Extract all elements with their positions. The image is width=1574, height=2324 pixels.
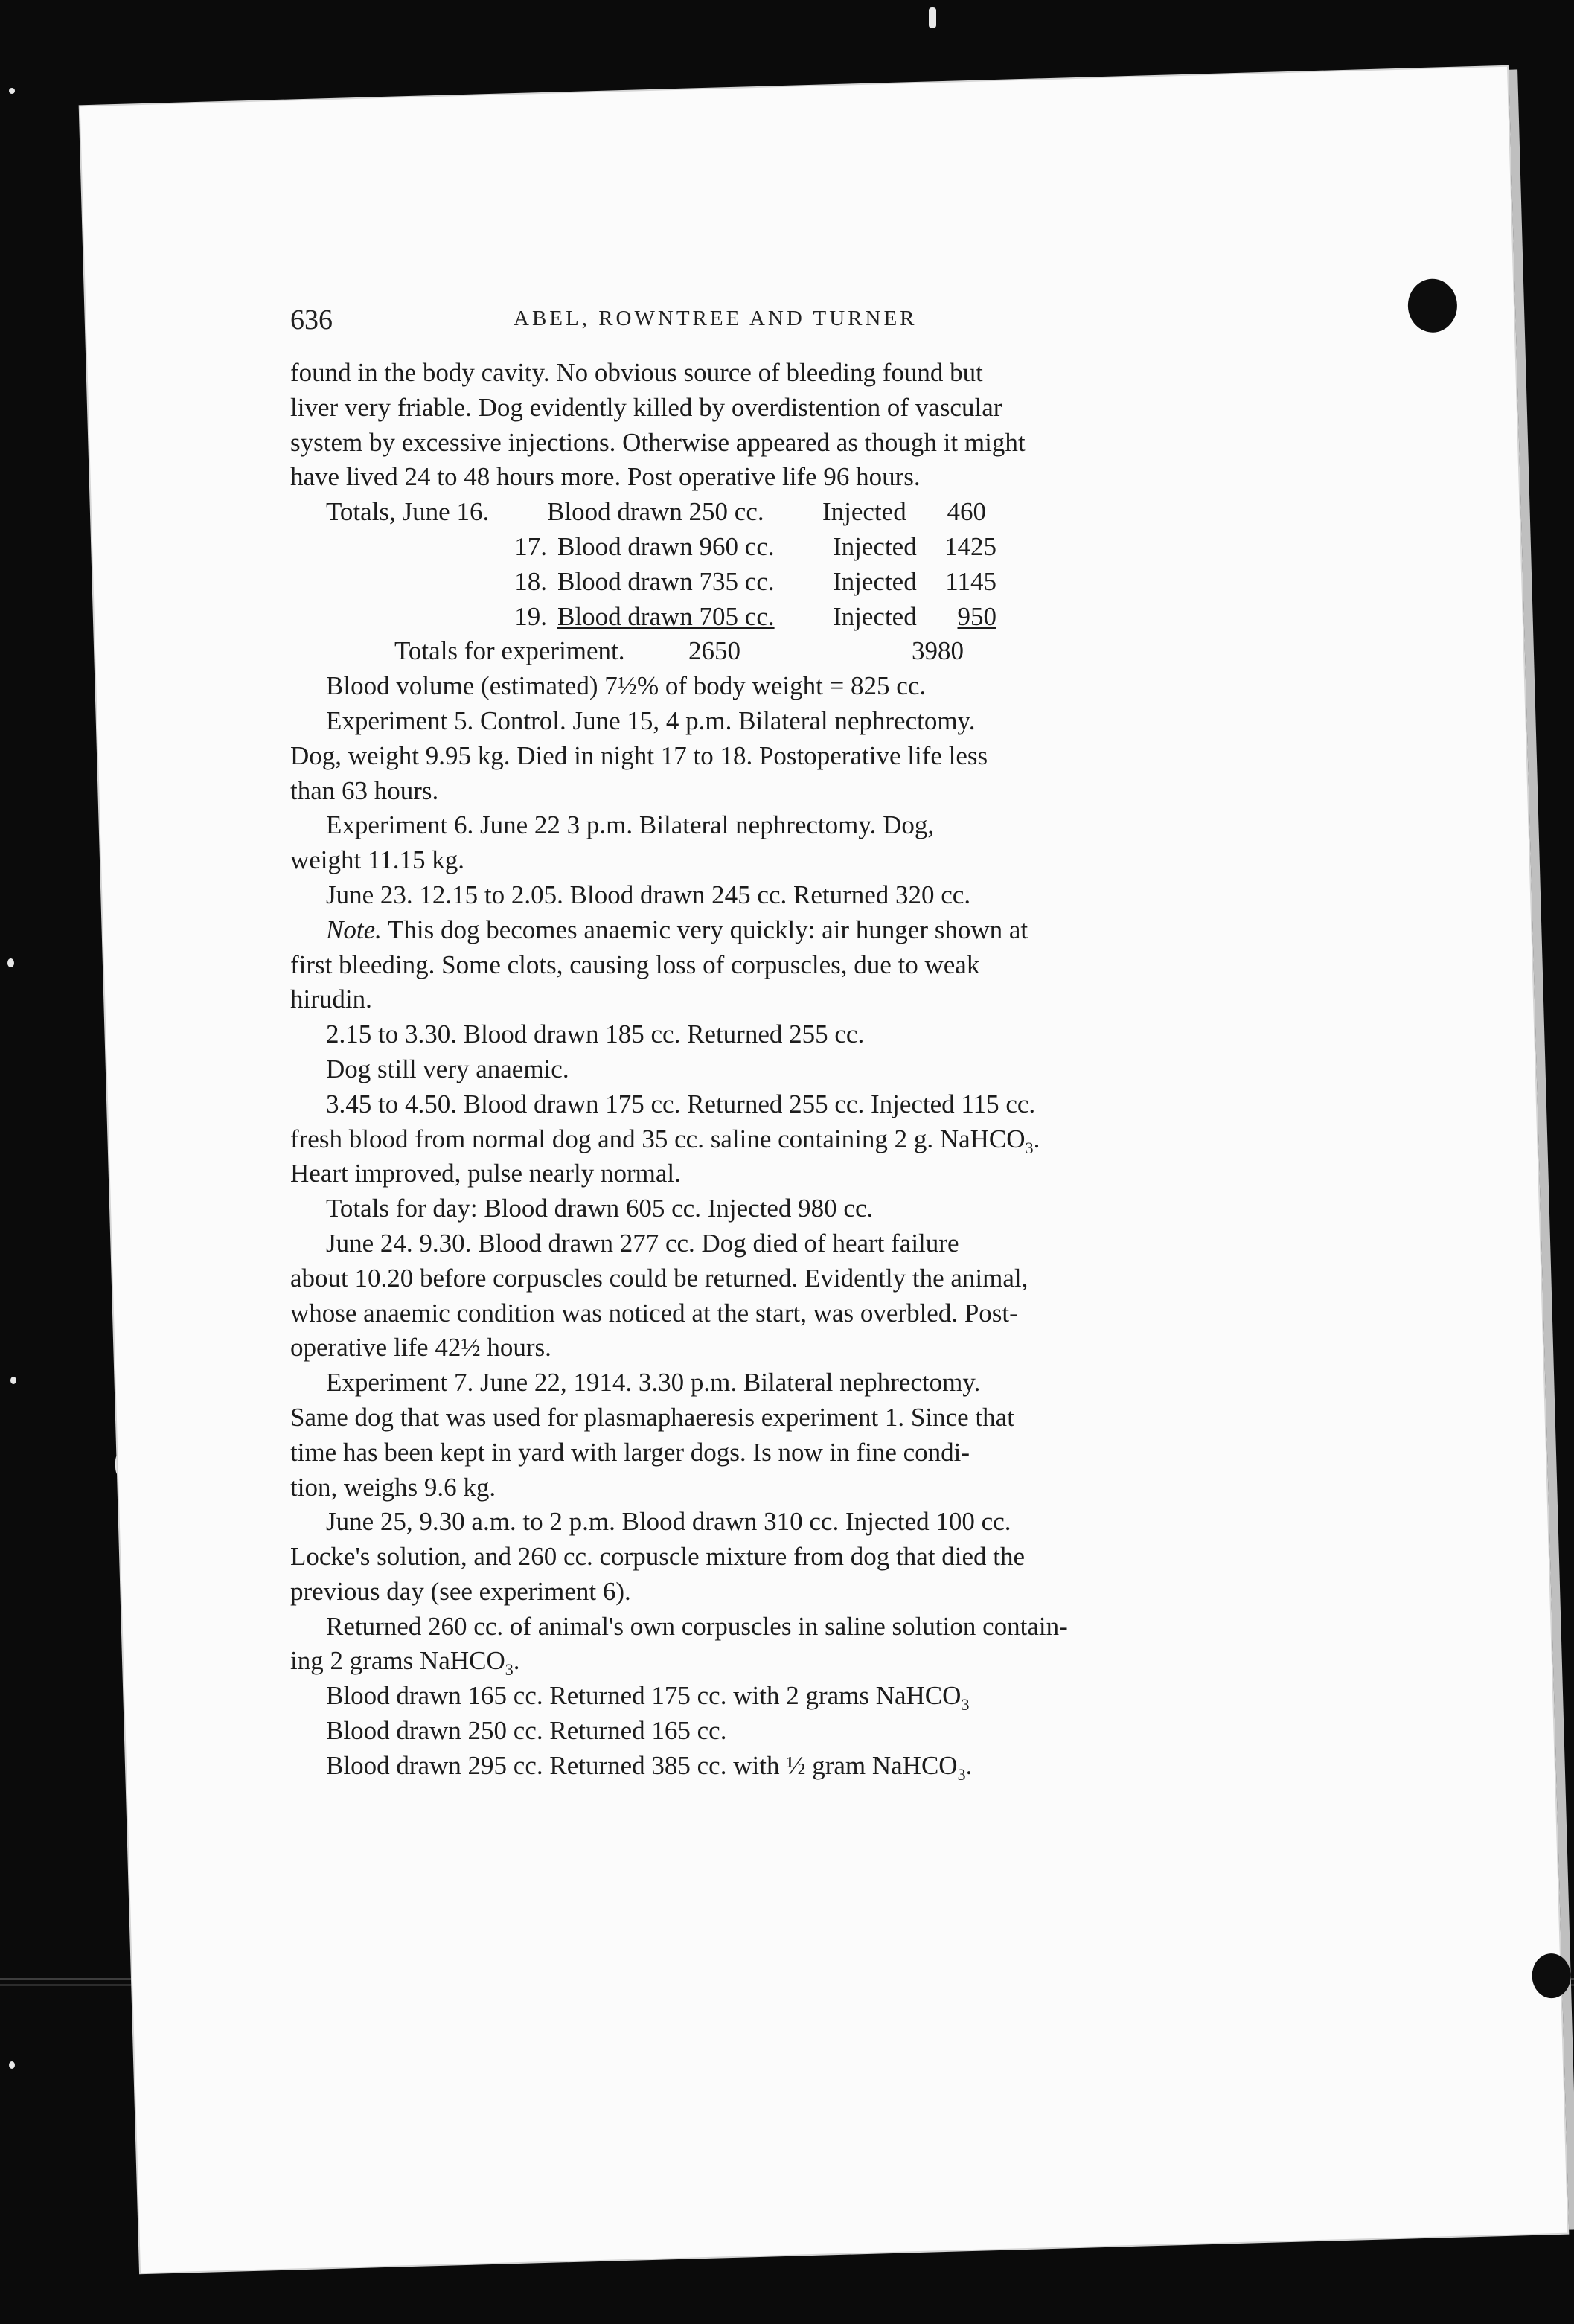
totals-injected-label: Injected xyxy=(833,566,917,596)
text-line: have lived 24 to 48 hours more. Post operative life 96 hours. xyxy=(290,462,921,492)
totals-row xyxy=(290,600,1176,635)
text-line: Experiment 6. June 22 3 p.m. Bilateral nephrectomy. Dog, xyxy=(326,810,935,840)
text-line: Blood drawn 295 cc. Returned 385 cc. with ½ gram NaHCO$_3$. xyxy=(326,1750,973,1784)
text-line: June 25, 9.30 a.m. to 2 p.m. Blood drawn 310 cc. Injected 100 cc. xyxy=(326,1507,1011,1537)
text-line: Blood drawn 165 cc. Returned 175 cc. with 2 grams NaHCO$_3$ xyxy=(326,1681,970,1715)
text-line: Experiment 7. June 22, 1914. 3.30 p.m. Bilateral nephrectomy. xyxy=(326,1368,981,1398)
text-line: Experiment 5. Control. June 15, 4 p.m. Bilateral nephrectomy. xyxy=(326,705,976,735)
scan-speck xyxy=(9,2061,15,2069)
text-line: time has been kept in yard with larger dogs. Is now in fine condi- xyxy=(290,1437,970,1467)
text-line: hirudin. xyxy=(290,985,372,1014)
text-line: Dog, weight 9.95 kg. Died in night 17 to 18. Postoperative life less xyxy=(290,740,988,770)
totals-injected: 1425 xyxy=(944,531,996,561)
running-head: ABEL, ROWNTREE AND TURNER xyxy=(514,307,918,330)
text-line: whose anaemic condition was noticed at the start, was overbled. Post- xyxy=(290,1298,1018,1328)
scan-speck xyxy=(929,7,936,28)
text-line: Heart improved, pulse nearly normal. xyxy=(290,1159,681,1188)
totals-drawn: Blood drawn 735 cc. xyxy=(557,566,775,596)
text-line: Locke's solution, and 260 cc. corpuscle mixture from dog that died the xyxy=(290,1542,1026,1572)
totals-row xyxy=(290,565,1176,600)
text-line: Dog still very anaemic. xyxy=(326,1054,569,1083)
totals-drawn: Blood drawn 250 cc. xyxy=(547,497,764,527)
note-line xyxy=(290,913,1176,948)
text-line: system by excessive injections. Otherwise appeared as though it might xyxy=(290,427,1026,457)
body-text xyxy=(290,356,1176,1784)
text-line: than 63 hours. xyxy=(290,775,439,805)
text-line: June 23. 12.15 to 2.05. Blood drawn 245 cc. Returned 320 cc. xyxy=(326,880,971,909)
grand-totals-drawn: 2650 xyxy=(688,636,740,666)
totals-drawn: Blood drawn 960 cc. xyxy=(557,531,775,561)
totals-date: 18. xyxy=(514,566,547,596)
totals-date: 19. xyxy=(514,601,547,631)
note-text: This dog becomes anaemic very quickly: air hunger shown at xyxy=(387,915,1028,944)
grand-totals-label: Totals for experiment. xyxy=(394,636,625,666)
scan-speck xyxy=(10,1377,16,1384)
text-line: Blood volume (estimated) 7½% of body weight = 825 cc. xyxy=(326,671,927,701)
page-header xyxy=(290,304,1168,348)
text-line: Blood drawn 250 cc. Returned 165 cc. xyxy=(326,1716,727,1746)
text-line: weight 11.15 kg. xyxy=(290,845,464,875)
grand-totals-row xyxy=(290,634,1176,669)
totals-label: Totals, June 16. xyxy=(326,497,490,527)
text-line: ing 2 grams NaHCO$_3$. xyxy=(290,1646,520,1680)
totals-row xyxy=(290,530,1176,565)
text-line: Returned 260 cc. of animal's own corpuscles in saline solution contain- xyxy=(326,1611,1068,1641)
text-line: previous day (see experiment 6). xyxy=(290,1576,631,1606)
text-line: operative life 42½ hours. xyxy=(290,1333,551,1363)
totals-drawn: Blood drawn 705 cc. xyxy=(557,601,775,631)
scan-speck xyxy=(9,88,15,94)
text-line: Totals for day: Blood drawn 605 cc. Injected 980 cc. xyxy=(326,1194,874,1223)
text-line: tion, weighs 9.6 kg. xyxy=(290,1472,496,1502)
page-number: 636 xyxy=(290,304,333,336)
text-line: Same dog that was used for plasmaphaeresis experiment 1. Since that xyxy=(290,1402,1014,1432)
totals-date: 17. xyxy=(514,531,547,561)
text-line: liver very friable. Dog evidently killed by overdistention of vascular xyxy=(290,392,1002,422)
grand-totals-injected: 3980 xyxy=(912,636,964,666)
text-line: June 24. 9.30. Blood drawn 277 cc. Dog died of heart failure xyxy=(326,1228,959,1258)
punch-hole-top xyxy=(1407,278,1458,333)
note-label: Note. xyxy=(326,915,382,944)
page-edge xyxy=(1509,69,1574,2229)
scan-speck xyxy=(7,958,14,967)
totals-injected-label: Injected xyxy=(833,531,917,561)
text-line: first bleeding. Some clots, causing loss of corpuscles, due to weak xyxy=(290,950,980,979)
totals-injected: 1145 xyxy=(945,566,996,596)
text-line: fresh blood from normal dog and 35 cc. saline containing 2 g. NaHCO$_3$. xyxy=(290,1124,1040,1157)
totals-injected-label: Injected xyxy=(833,601,917,631)
text-line: found in the body cavity. No obvious source of bleeding found but xyxy=(290,358,983,387)
text-line: 3.45 to 4.50. Blood drawn 175 cc. Returned 255 cc. Injected 115 cc. xyxy=(326,1089,1036,1118)
totals-injected: 950 xyxy=(957,601,996,631)
text-line: about 10.20 before corpuscles could be returned. Evidently the animal, xyxy=(290,1263,1028,1293)
totals-injected: 460 xyxy=(947,497,986,527)
totals-injected-label: Injected xyxy=(822,497,906,527)
text-line: 2.15 to 3.30. Blood drawn 185 cc. Returned 255 cc. xyxy=(326,1019,865,1049)
totals-row xyxy=(290,495,1176,530)
